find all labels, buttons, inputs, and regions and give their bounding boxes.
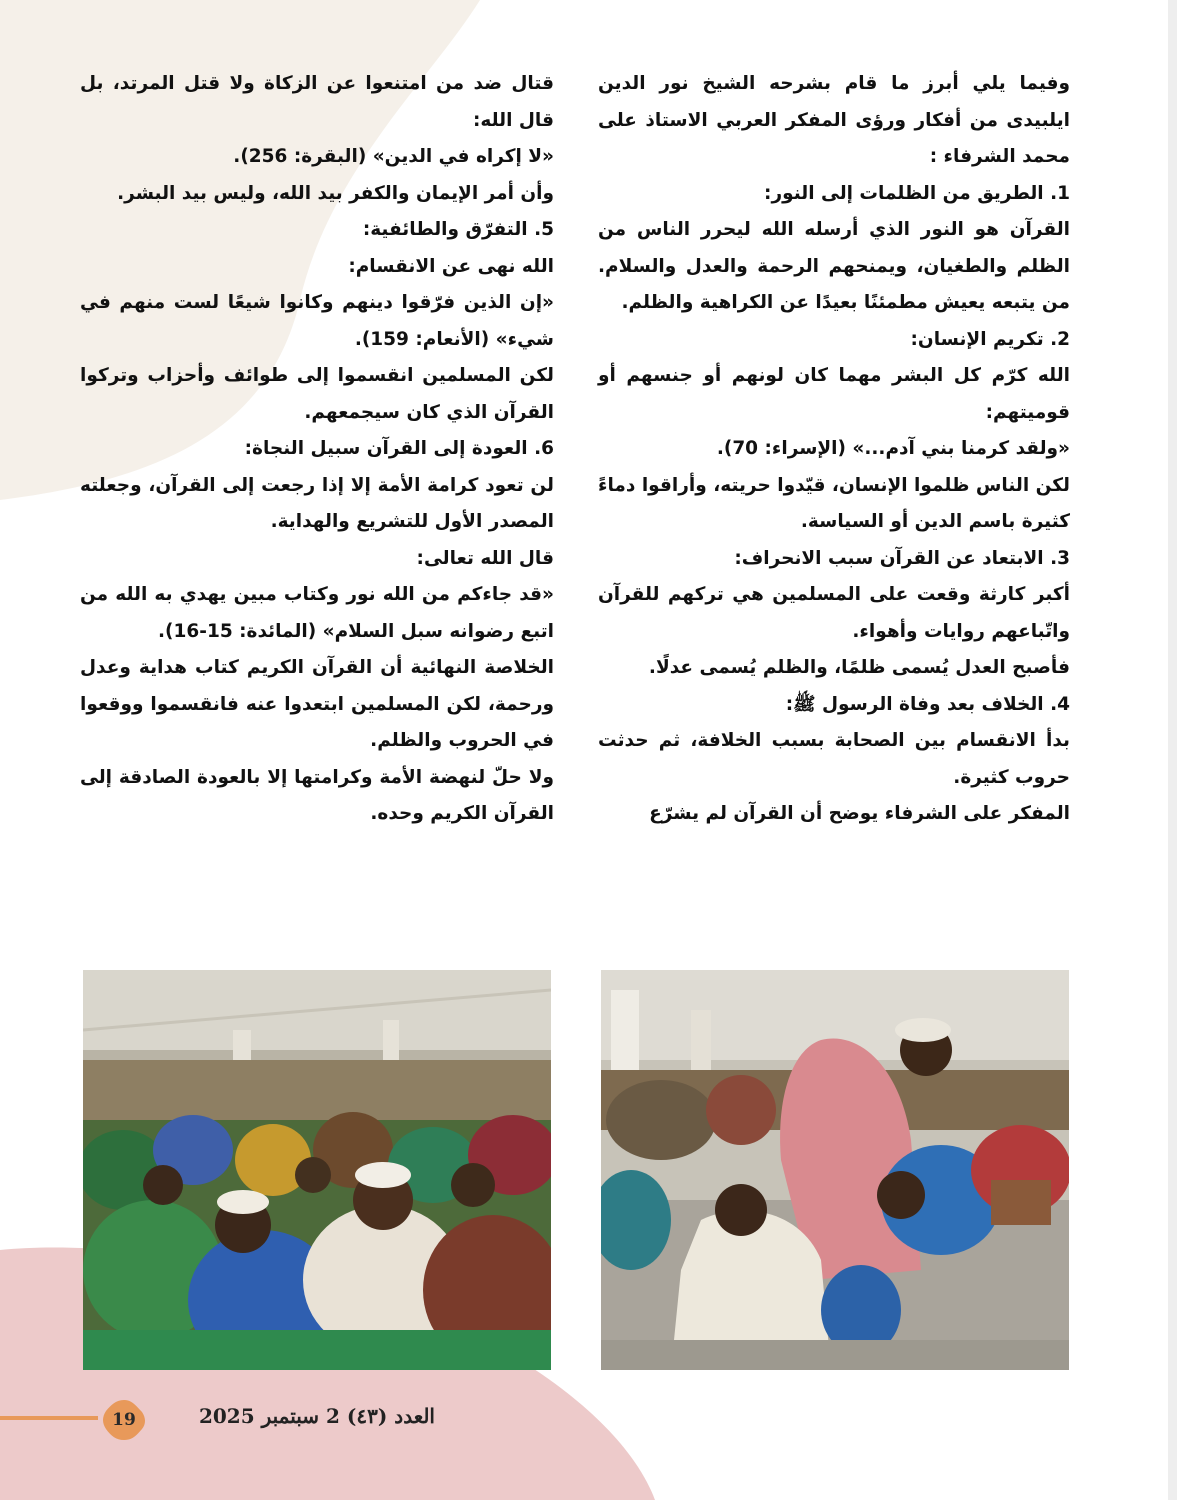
paragraph: قتال ضد من امتنعوا عن الزكاة ولا قتل المرتد، بل قال الله:: [80, 73, 554, 131]
photo-greeting-scene: [601, 970, 1069, 1370]
paragraph: قال الله تعالى:: [416, 547, 554, 569]
paragraph: فأصبح العدل يُسمى ظلمًا، والظلم يُسمى عدلًا.: [648, 657, 1070, 678]
section-heading: 2. تكريم الإنسان:: [910, 328, 1070, 350]
section-heading: 5. التفرّق والطائفية:: [362, 219, 554, 240]
paragraph: بدأ الانقسام بين الصحابة بسبب الخلافة، ثم حدثت حروب كثيرة.: [598, 730, 1070, 788]
photo-seated-audience: [83, 970, 551, 1370]
section-heading: 4. الخلاف بعد وفاة الرسول ﷺ:: [785, 693, 1070, 715]
quote: «لا إكراه في الدين» (البقرة: 256).: [233, 146, 554, 167]
page-edge: [1168, 0, 1177, 1500]
paragraph: لكن المسلمين انقسموا إلى طوائف وأحزاب وتركوا القرآن الذي كان سيجمعهم.: [80, 365, 554, 423]
paragraph: الله نهى عن الانقسام:: [348, 255, 554, 277]
section-heading: 1. الطريق من الظلمات إلى النور:: [764, 182, 1070, 204]
quote: «ولقد كرمنا بني آدم...» (الإسراء: 70).: [716, 438, 1070, 459]
issue-info: العدد (٤٣) 2 سبتمبر 2025: [198, 1404, 435, 1428]
paragraph: الله كرّم كل البشر مهما كان لونهم أو جنسهم أو قوميتهم:: [598, 365, 1070, 423]
paragraph: ولا حلّ لنهضة الأمة وكرامتها إلا بالعودة الصادقة إلى القرآن الكريم وحده.: [80, 766, 554, 824]
article-column-right: [598, 66, 1070, 833]
article-column-left: [80, 66, 554, 833]
paragraph: وفيما يلي أبرز ما قام بشرحه الشيخ نور الدين ايلبيدى من أفكار ورؤى المفكر العربي الاستاذ على محمد الشرفاء :: [598, 73, 1070, 167]
paragraph: أكبر كارثة وقعت على المسلمين هي تركهم للقرآن واتّباعهم روايات وأهواء.: [598, 584, 1070, 642]
paragraph: القرآن هو النور الذي أرسله الله ليحرر الناس من الظلم والطغيان، ويمنحهم الرحمة والعدل والسلام. من يتبعه يعيش مطمئنًا بعيدًا عن الكراهية والظلم.: [598, 219, 1070, 313]
paragraph: المفكر على الشرفاء يوضح أن القرآن لم يشرّع: [649, 803, 1070, 824]
quote: «إن الذين فرّقوا دينهم وكانوا شيعًا لست منهم في شيء» (الأنعام: 159).: [80, 292, 554, 350]
page-number: 19: [112, 1410, 136, 1430]
section-heading: 6. العودة إلى القرآن سبيل النجاة:: [244, 438, 554, 459]
section-heading: 3. الابتعاد عن القرآن سبب الانحراف:: [734, 547, 1070, 569]
paragraph: الخلاصة النهائية أن القرآن الكريم كتاب هداية وعدل ورحمة، لكن المسلمين ابتعدوا عنه فانقسموا ووقعوا في الحروب والظلم.: [80, 657, 554, 751]
paragraph: لكن الناس ظلموا الإنسان، قيّدوا حريته، وأراقوا دماءً كثيرة باسم الدين أو السياسة.: [598, 474, 1070, 532]
footer-accent-line: [0, 1416, 98, 1420]
quote: «قد جاءكم من الله نور وكتاب مبين يهدي به الله من اتبع رضوانه سبل السلام» (المائدة: 15-16).: [80, 584, 554, 642]
paragraph: لن تعود كرامة الأمة إلا إذا رجعت إلى القرآن، وجعلته المصدر الأول للتشريع والهداية.: [80, 474, 554, 532]
paragraph: وأن أمر الإيمان والكفر بيد الله، وليس بيد البشر.: [117, 182, 554, 204]
